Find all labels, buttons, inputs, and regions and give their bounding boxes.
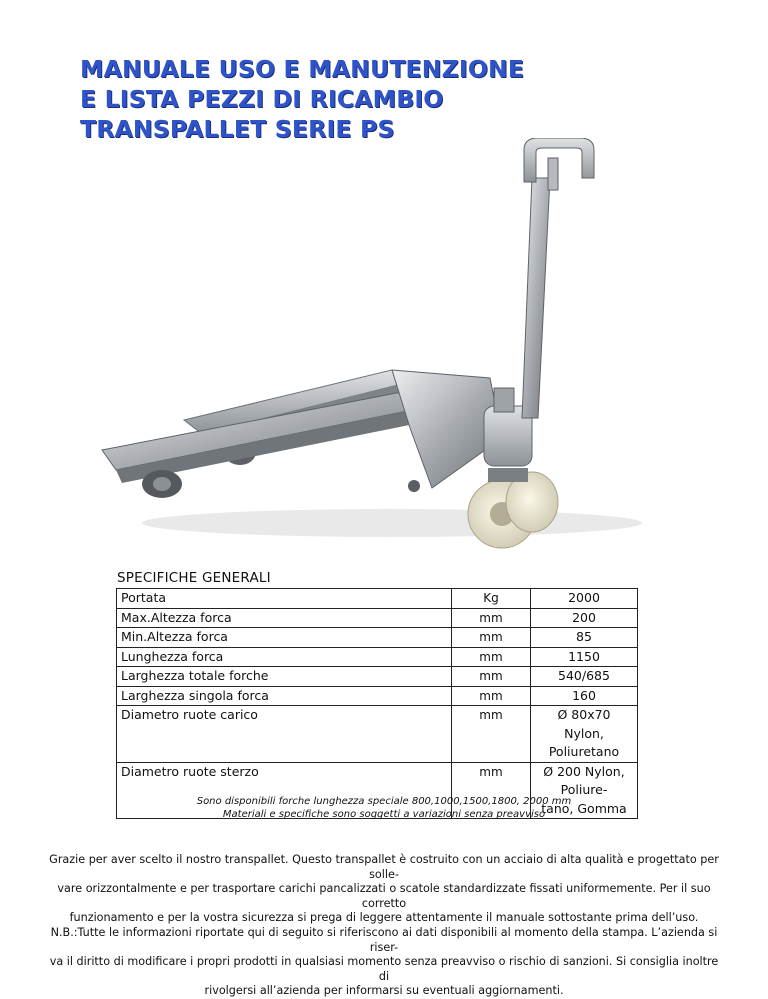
document-title <box>80 54 524 144</box>
spec-value: 200 <box>531 608 638 628</box>
spec-value-line-2: Nylon, Poliuretano <box>548 725 620 759</box>
spec-notes <box>0 796 768 821</box>
body-line-4: N.B.:Tutte le informazioni riportate qui di seguito si riferiscono ai dati disponibili al momento della stampa. L’azienda si riser- <box>50 925 718 954</box>
table-row <box>117 706 638 763</box>
note-line-2: Materiali e specifiche sono soggetti a variazioni senza preavviso <box>222 808 546 820</box>
table-row <box>117 628 638 648</box>
spec-unit: Kg <box>452 589 531 609</box>
table-row <box>117 667 638 687</box>
spec-label: Max.Altezza forca <box>117 608 430 628</box>
spec-unit: mm <box>452 647 531 667</box>
pallet-truck-photo <box>92 138 672 558</box>
title-line-3: TRANSPALLET SERIE PS <box>80 115 395 143</box>
intro-paragraph <box>44 853 724 999</box>
table-row <box>117 647 638 667</box>
body-line-3: funzionamento e per la vostra sicurezza si prega di leggere attentamente il manuale sottostante prima dell’uso. <box>69 911 699 925</box>
body-line-1: Grazie per aver scelto il nostro transpallet. Questo transpallet è costruito con un acciaio di alta qualità e progettato per solle- <box>49 853 719 881</box>
spec-value: 85 <box>531 628 638 648</box>
spec-value-line-2: tano, Gomma <box>541 800 627 816</box>
spec-label: Larghezza singola forca <box>117 686 430 706</box>
spec-unit: mm <box>452 667 531 687</box>
spec-value-line-1: Ø 200 Nylon, Poliure- <box>543 763 625 797</box>
spec-value: 2000 <box>531 589 638 609</box>
spec-unit: mm <box>452 608 531 628</box>
table-row <box>117 608 638 628</box>
spec-value-line-1: Ø 80x70 <box>557 707 611 722</box>
spec-unit: mm <box>452 686 531 706</box>
spec-unit: mm <box>452 628 531 648</box>
spec-value <box>531 706 638 763</box>
note-line-1: Sono disponibili forche lunghezza speciale 800,1000,1500,1800, 2000 mm <box>196 796 572 807</box>
spec-unit: mm <box>452 762 531 819</box>
spec-label: Lunghezza forca <box>117 647 430 667</box>
spec-value: 160 <box>531 686 638 706</box>
title-line-2: E LISTA PEZZI DI RICAMBIO <box>80 85 444 113</box>
spec-unit: mm <box>452 706 531 763</box>
spec-label: Min.Altezza forca <box>117 628 430 648</box>
spec-table <box>116 588 638 819</box>
spec-label: Diametro ruote sterzo <box>117 762 430 819</box>
body-line-6: rivolgersi all’azienda per informarsi su eventuali aggiornamenti. <box>204 984 564 998</box>
spec-value: 540/685 <box>531 667 638 687</box>
spec-label: Diametro ruote carico <box>117 706 430 763</box>
spec-label: Larghezza totale forche <box>117 667 430 687</box>
body-line-5: va il diritto di modificare i propri prodotti in qualsiasi momento senza preavviso o rischio di sanzioni. Si consiglia inoltre di <box>49 955 719 983</box>
spec-label: Portata <box>117 589 430 609</box>
spec-value: 1150 <box>531 647 638 667</box>
table-row <box>117 686 638 706</box>
body-line-2: vare orizzontalmente e per trasportare carichi pancalizzati o scatole standardizzate fissati uniformemente. Per il suo corretto <box>57 882 711 910</box>
spec-heading: SPECIFICHE GENERALI <box>117 570 271 586</box>
table-row <box>117 589 638 609</box>
title-line-1: MANUALE USO E MANUTENZIONE <box>80 55 525 83</box>
